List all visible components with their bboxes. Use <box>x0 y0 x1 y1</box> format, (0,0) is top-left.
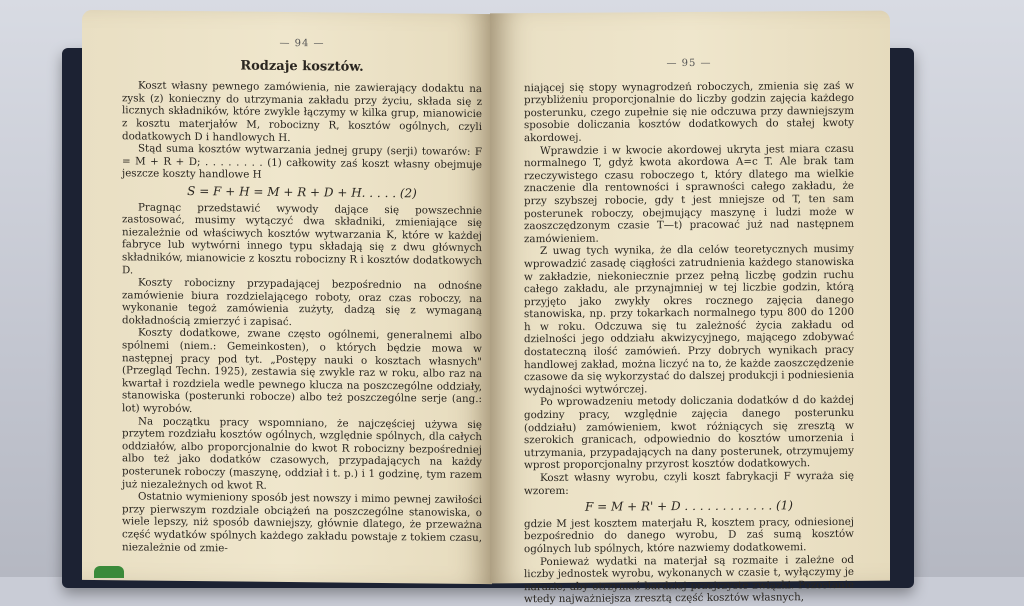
thumb <box>94 566 124 578</box>
paragraph: niającej się stopy wynagrodzeń roboczych, zmienia się zaś w przybliżeniu proporcjonalnie do liczby godzin zajęcia każdego posterunku, czego zupełnie się nie odczuwa przy dawniejszym sposobie doliczania kosztów dodatkowych do stałej kwoty akordowej. <box>524 79 854 145</box>
paragraph: gdzie M jest kosztem materjału R, kosztem pracy, odniesionej bezpośrednio do danego wyrobu, D zaś sumą kosztów ogólnych lub spólnych, które nazwiemy dodatkowemi. <box>524 515 854 556</box>
paragraph: Koszt własny pewnego zamówienia, nie zawierający dodaktu na zysk (z) konieczny do utrzymania zakładu przy życiu, składa się z licznych składników, które zwykle łączymy w kilka grup, mianowicie z kosztu materjałów M, robocizny R, kosztów ogólnych, czyli dodatkowych D i handlowych H. <box>122 79 482 144</box>
left-page <box>82 10 492 584</box>
right-page <box>490 11 890 606</box>
formula: S = F + H = M + R + D + H. . . . . (2) <box>187 183 417 201</box>
paragraph: Koszty dodatkowe, zwane często ogólnemi, generalnemi albo spólnemi (niem.: Gemeinkosten), o których będzie mowa w następnej pracy pod tyt. „Postępy nauki o kosztach własnych" (Przegląd Techn. 1925), zestawia się zwykle raz w roku, albo raz na kwartał i rozdziela wedle pewnego klucza na poszczególne oddziały, stanowiska (posterunki robocze) albo też poszczególne serje (ang.: lot) wyrobów. <box>122 326 482 416</box>
page-number-left: — 94 — <box>279 37 325 50</box>
paragraph: Na początku pracy wspomniano, że najczęściej używa się przytem rozdziału kosztów ogólnych, względnie spólnych, dla całych oddziałów, albo proporcjonalnie do kwot R robocizny bezpośredniej albo też jako dodatków czasowych, przypadających na każdy posterunek roboczy (maszynę, oddział i t. p.) i 1 godzinę, tym razem już niezależnych od kwot R. <box>122 415 482 492</box>
page-number-right: — 95 — <box>666 57 712 70</box>
section-title: Rodzaje kosztów. <box>240 58 364 75</box>
paragraph: Stąd suma kosztów wytwarzania jednej grupy (serji) towarów: F = M + R + D; . . . . . . . . (1) całkowity zaś koszt własny obejmuje jeszcze koszty handlowe H <box>122 142 482 182</box>
left-page-content <box>122 36 482 557</box>
paragraph: Pragnąc przedstawić wywody dające się powszechnie zastosować, musimy wytączyć dwa składniki, zmieniające się niezależnie od właściwych kosztów wytwarzania K, które w każdej fabryce lub wytwórni innego typu składają się z dwu głównych składników, mianowicie z kosztu robocizny R i kosztów dodatkowych D. <box>122 200 482 276</box>
paragraph: Po wprowadzeniu metody doliczania dodatków d do każdej godziny pracy, względnie zajęcia danego posterunku (oddziału) zamówieniem, kwot różniących się zresztą w szerokich granicach, odpowiednio do kosztów umorzenia i utrzymania, przypadających na dany posterunek, otrzymujemy wprost proporcjonalny przyrost kosztów dodatkowych. <box>524 394 854 472</box>
paragraph: Ostatnio wymieniony sposób jest nowszy i mimo pewnej zawiłości przy pierwszym rozdziale obciążeń na poszczególne stanowiska, o wiele lepszy, niż sposób dawniejszy, głównie dlatego, że przeważna część wydatków spólnych każdego zakładu powstaje z tokiem czasu, niezależnie od zmie- <box>122 490 482 554</box>
paragraph: Koszt własny wyrobu, czyli koszt fabrykacji F wyraża się wzorem: <box>524 469 854 497</box>
paragraph: Ponieważ wydatki na materjał są rozmaite i zależne od liczby jednostek wyrobu, wykonanych w czasie t, wyłączymy je narazie, aby otrzymać bardziej przejrzyste związki. Pozostanie wtedy najważniejsza zresztą część kosztów własnych, <box>524 553 854 606</box>
formula: F = M + R' + D . . . . . . . . . . . . (1) <box>585 498 793 514</box>
right-page-content <box>524 57 854 606</box>
paragraph: Koszty robocizny przypadającej bezpośrednio na odnośne zamówienie biura rozdzielającego roboty, oraz czas roboczy, na wykonanie tegoż zamówienia zużyty, dadzą się z wymaganą dokładnością zmierzyć i zapisać. <box>122 276 482 328</box>
paragraph: Wprawdzie i w kwocie akordowej ukryta jest miara czasu normalnego T, gdyż kwota akordowa A=c T. Ale brak tam rzeczywistego czasu roboczego t, który dlatego ma wielkie znaczenie dla rentowności i sprawności całego zakładu, że przy szybszej robocie, gdy t jest mniejsze od T, ten sam posterunek roboczy, obejmujący maszynę i ludzi może w zaoszczędzonym czasie T—t) pracować już nad następnem zamówieniem. <box>524 142 854 245</box>
paragraph: Z uwag tych wynika, że dla celów teoretycznych musimy wprowadzić zasadę ciągłości zatrudnienia każdego stanowiska w zakładzie, niekoniecznie przez pełną liczbę godzin ruchu całego zakładu, ale przynajmniej w tej liczbie godzin, którą przyjęto jako zwykły okres rocznego zajęcia danego stanowiska, np. przy tokarkach normalnego typu 800 do 1200 h w roku. Odczuwa się tu zależność życia zakładu od dzielności jego oddziału akwizycyjnego, mającego zdobywać dostateczną ilość zamówień. Przy dobrych wynikach pracy handlowej zakład, można liczyć na to, że każde zaoszczędzenie czasowe da się wykorzystać do dalszej produkcji i podniesienia wydajności wytwórczej. <box>524 243 854 397</box>
